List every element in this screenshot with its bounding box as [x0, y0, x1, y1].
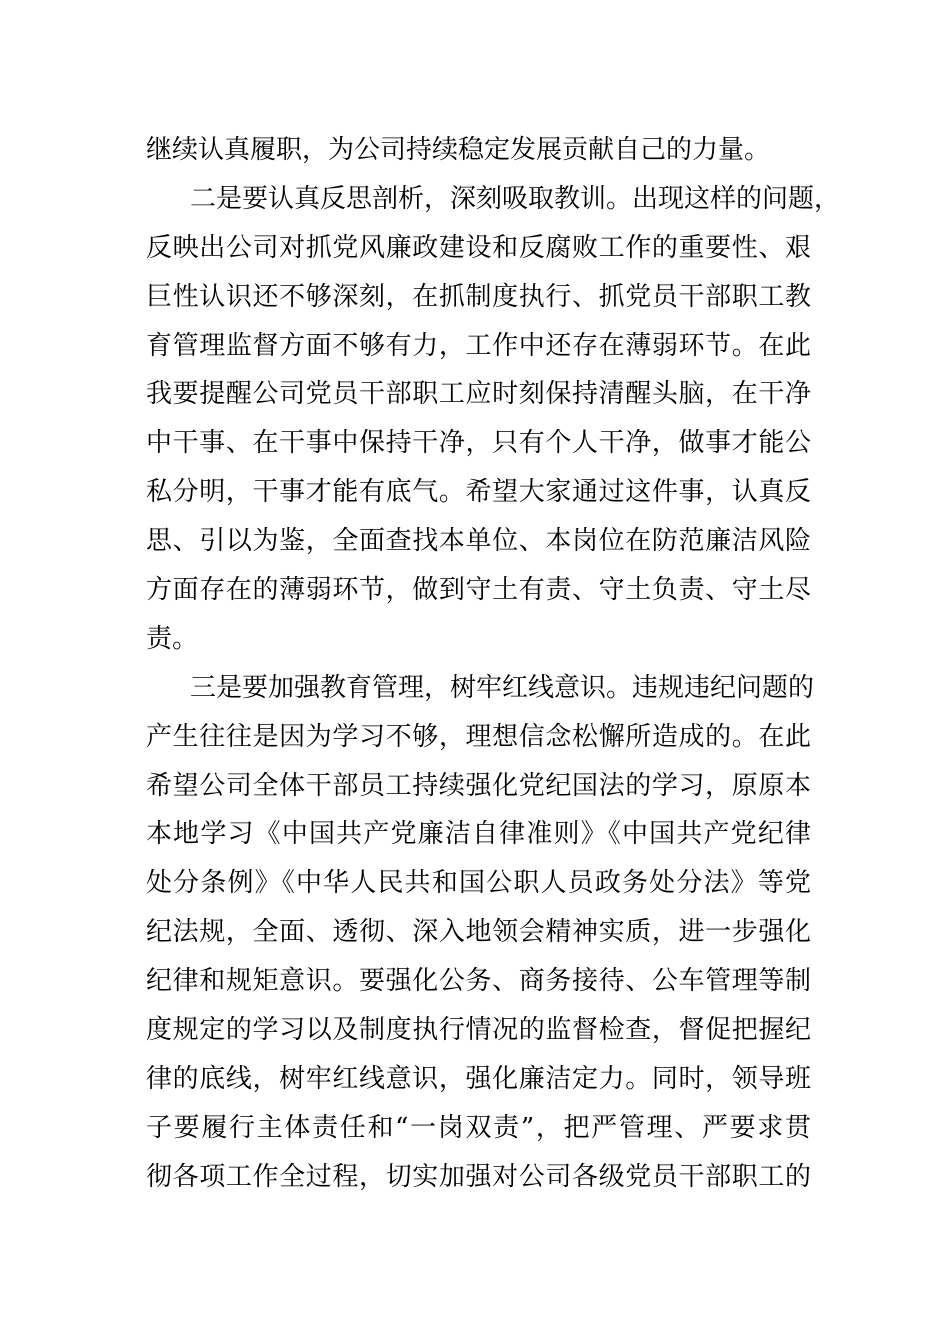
text-line: 思、引以为鉴，全面查找本单位、本岗位在防范廉洁风险 — [146, 526, 811, 557]
text-line: 方面存在的薄弱环节，做到守土有责、守土负责、守土尽 — [146, 575, 811, 606]
text-line: 纪律和规矩意识。要强化公务、商务接待、公车管理等制 — [146, 966, 811, 997]
text-line: 律的底线，树牢红线意识，强化廉洁定力。同时，领导班 — [146, 1063, 811, 1094]
text-line: 子要履行主体责任和“一岗双责”，把严管理、严要求贯 — [146, 1112, 811, 1143]
body-text — [146, 126, 841, 1202]
text-line: 二是要认真反思剖析，深刻吸取教训。出现这样的问题， — [190, 183, 841, 214]
text-line: 中干事、在干事中保持干净，只有个人干净，做事才能公 — [146, 428, 811, 459]
text-line: 纪法规，全面、透彻、深入地领会精神实质，进一步强化 — [146, 917, 811, 948]
text-line: 我要提醒公司党员干部职工应时刻保持清醒头脑，在干净 — [146, 379, 811, 410]
text-line: 本地学习《中国共产党廉洁自律准则》《中国共产党纪律 — [146, 819, 811, 850]
text-line: 私分明，干事才能有底气。希望大家通过这件事，认真反 — [146, 477, 811, 508]
text-line: 希望公司全体干部员工持续强化党纪国法的学习，原原本 — [146, 770, 811, 801]
text-line: 巨性认识还不够深刻，在抓制度执行、抓党员干部职工教 — [146, 281, 811, 312]
text-line: 育管理监督方面不够有力，工作中还存在薄弱环节。在此 — [146, 330, 811, 361]
text-line: 责。 — [146, 623, 199, 654]
text-line: 反映出公司对抓党风廉政建设和反腐败工作的重要性、艰 — [146, 232, 811, 263]
text-line: 产生往往是因为学习不够，理想信念松懈所造成的。在此 — [146, 721, 811, 752]
text-line: 彻各项工作全过程，切实加强对公司各级党员干部职工的 — [146, 1161, 811, 1192]
text-line: 三是要加强教育管理，树牢红线意识。违规违纪问题的 — [190, 672, 815, 703]
text-line: 处分条例》《中华人民共和国公职人员政务处分法》等党 — [146, 868, 811, 899]
text-line: 度规定的学习以及制度执行情况的监督检查，督促把握纪 — [146, 1015, 811, 1046]
text-line: 继续认真履职，为公司持续稳定发展贡献自己的力量。 — [146, 135, 771, 165]
